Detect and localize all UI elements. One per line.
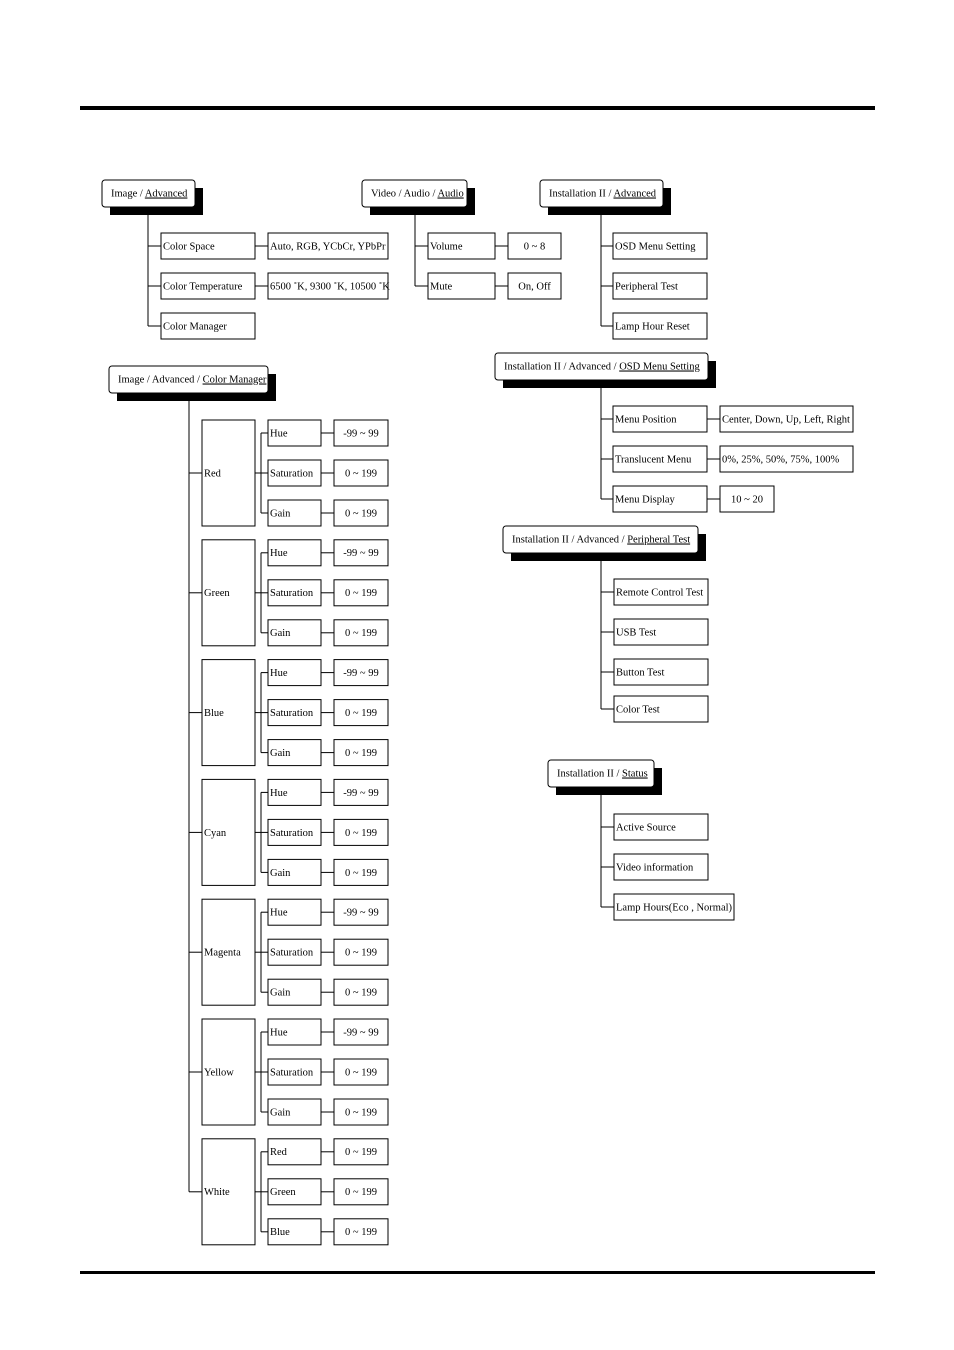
- color-group-green-label: Green: [204, 588, 230, 600]
- color-group-blue-value-2-label: 0 ~ 199: [345, 748, 377, 760]
- osd-menu-value-1-label: 0%, 25%, 50%, 75%, 100%: [722, 454, 840, 466]
- color-group-blue-param-1-label: Saturation: [270, 708, 314, 720]
- color-group-yellow-param-0-label: Hue: [270, 1027, 288, 1039]
- install-advanced-header-title-prefix: Installation II /: [549, 188, 614, 200]
- image-advanced-1-label: Color Temperature: [163, 281, 243, 293]
- install-advanced-0-label: OSD Menu Setting: [615, 241, 696, 253]
- color-group-cyan-label: Cyan: [204, 827, 227, 839]
- install-advanced-2-label: Lamp Hour Reset: [615, 321, 690, 333]
- color-group-red-param-1-label: Saturation: [270, 468, 314, 480]
- color-group-blue-param-0-label: Hue: [270, 668, 288, 680]
- color-group-yellow-value-2-label: 0 ~ 199: [345, 1107, 377, 1119]
- color-group-magenta-param-2-label: Gain: [270, 987, 291, 999]
- osd-menu-value-0-label: Center, Down, Up, Left, Right: [722, 414, 850, 426]
- color-group-red-value-2-label: 0 ~ 199: [345, 508, 377, 520]
- color-group-blue-value-1-label: 0 ~ 199: [345, 708, 377, 720]
- color-group-yellow-value-1-label: 0 ~ 199: [345, 1067, 377, 1079]
- image-advanced-2-label: Color Manager: [163, 321, 227, 333]
- install-advanced-header-title: [549, 189, 657, 200]
- color-group-red-value-0-label: -99 ~ 99: [343, 428, 379, 440]
- color-group-green-param-1-label: Saturation: [270, 588, 314, 600]
- color-group-yellow-param-2-label: Gain: [270, 1107, 291, 1119]
- video-audio-value-1-label: On, Off: [518, 281, 551, 293]
- osd-menu-1-label: Translucent Menu: [615, 454, 692, 466]
- image-advanced-value-1-label: 6500 ˚K, 9300 ˚K, 10500 ˚K: [270, 281, 390, 293]
- status-0-label: Active Source: [616, 822, 676, 834]
- peripheral-header-title-prefix: Installation II / Advanced /: [512, 534, 628, 546]
- osd-menu-header-title: [504, 362, 700, 373]
- image-advanced-header-title-prefix: Image /: [111, 188, 145, 200]
- video-audio-value-0-label: 0 ~ 8: [523, 241, 546, 253]
- osd-menu-2-label: Menu Display: [615, 494, 675, 506]
- image-advanced-0-label: Color Space: [163, 241, 215, 253]
- color-manager-header-title-prefix: Image / Advanced /: [118, 374, 203, 386]
- color-group-green-value-2-label: 0 ~ 199: [345, 628, 377, 640]
- color-group-cyan-param-0-label: Hue: [270, 787, 288, 799]
- status-1-label: Video information: [616, 862, 694, 874]
- image-advanced-header-title: [111, 189, 188, 200]
- color-group-cyan-value-0-label: -99 ~ 99: [343, 787, 379, 799]
- video-audio-header-title-prefix: Video / Audio /: [371, 188, 438, 200]
- peripheral-header-title: [512, 535, 690, 546]
- status-header-title: [557, 769, 648, 780]
- image-advanced-header-title-underlined: Advanced: [144, 188, 188, 200]
- color-group-white-value-2-label: 0 ~ 199: [345, 1227, 377, 1239]
- color-group-magenta-param-0-label: Hue: [270, 907, 288, 919]
- color-group-magenta-param-1-label: Saturation: [270, 947, 314, 959]
- color-group-red-param-0-label: Hue: [270, 428, 288, 440]
- color-group-magenta-label: Magenta: [204, 947, 241, 959]
- color-group-cyan-param-2-label: Gain: [270, 867, 291, 879]
- peripheral-3-label: Color Test: [616, 704, 660, 716]
- color-group-cyan-value-2-label: 0 ~ 199: [345, 867, 377, 879]
- peripheral-header-title-underlined: Peripheral Test: [627, 534, 691, 546]
- install-advanced-1-label: Peripheral Test: [615, 281, 678, 293]
- install-advanced-header-title-underlined: Advanced: [613, 188, 657, 200]
- image-advanced-value-0-label: Auto, RGB, YCbCr, YPbPr: [270, 241, 386, 253]
- osd-menu-header-title-underlined: OSD Menu Setting: [619, 361, 700, 373]
- color-manager-header-title: [118, 375, 267, 386]
- color-group-white-value-1-label: 0 ~ 199: [345, 1187, 377, 1199]
- color-group-yellow-label: Yellow: [204, 1067, 234, 1079]
- video-audio-0-label: Volume: [430, 241, 463, 253]
- video-audio-header-title: [371, 189, 464, 200]
- color-group-green-value-1-label: 0 ~ 199: [345, 588, 377, 600]
- status-header-title-underlined: Status: [622, 768, 648, 780]
- color-group-green-param-2-label: Gain: [270, 628, 291, 640]
- peripheral-2-label: Button Test: [616, 667, 665, 679]
- color-group-white-param-0-label: Red: [270, 1147, 287, 1159]
- osd-menu-0-label: Menu Position: [615, 414, 677, 426]
- color-manager-header-title-underlined: Color Manager: [202, 374, 267, 386]
- video-audio-header-title-underlined: Audio: [437, 188, 464, 200]
- color-group-red-label: Red: [204, 468, 221, 480]
- color-group-red-param-2-label: Gain: [270, 508, 291, 520]
- color-group-white-value-0-label: 0 ~ 199: [345, 1147, 377, 1159]
- color-group-blue-param-2-label: Gain: [270, 748, 291, 760]
- color-group-yellow-value-0-label: -99 ~ 99: [343, 1027, 379, 1039]
- color-group-green-value-0-label: -99 ~ 99: [343, 548, 379, 560]
- peripheral-0-label: Remote Control Test: [616, 587, 704, 599]
- color-group-red-value-1-label: 0 ~ 199: [345, 468, 377, 480]
- status-2-label: Lamp Hours(Eco , Normal): [616, 902, 733, 914]
- peripheral-1-label: USB Test: [616, 627, 657, 639]
- color-group-magenta-value-0-label: -99 ~ 99: [343, 907, 379, 919]
- color-group-magenta-value-2-label: 0 ~ 199: [345, 987, 377, 999]
- color-group-magenta-value-1-label: 0 ~ 199: [345, 947, 377, 959]
- osd-menu-header-title-prefix: Installation II / Advanced /: [504, 361, 620, 373]
- osd-menu-value-2-label: 10 ~ 20: [731, 494, 763, 506]
- color-group-cyan-param-1-label: Saturation: [270, 827, 314, 839]
- video-audio-1-label: Mute: [430, 281, 453, 293]
- color-group-white-param-2-label: Blue: [270, 1227, 290, 1239]
- color-group-cyan-value-1-label: 0 ~ 199: [345, 827, 377, 839]
- color-group-white-param-1-label: Green: [270, 1187, 296, 1199]
- color-group-green-param-0-label: Hue: [270, 548, 288, 560]
- status-header-title-prefix: Installation II /: [557, 768, 623, 780]
- color-group-white-label: White: [204, 1187, 230, 1199]
- color-group-yellow-param-1-label: Saturation: [270, 1067, 314, 1079]
- color-group-blue-label: Blue: [204, 708, 224, 720]
- color-group-blue-value-0-label: -99 ~ 99: [343, 668, 379, 680]
